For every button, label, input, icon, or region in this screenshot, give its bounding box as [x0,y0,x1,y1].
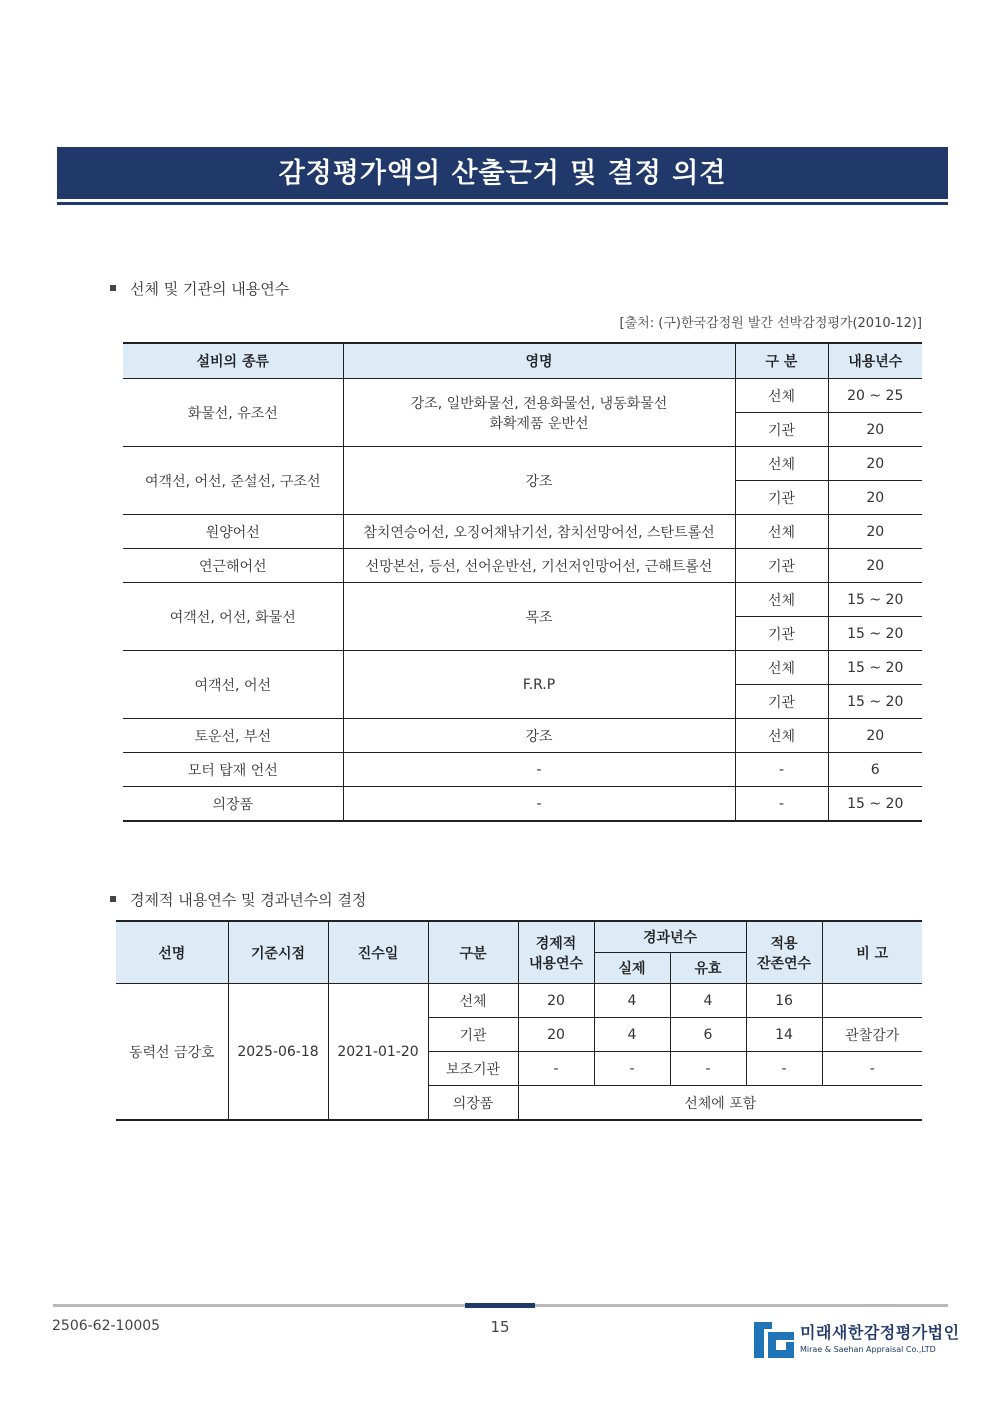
header-vessel: 선명 [116,921,228,984]
cell-div: 기관 [735,413,828,447]
cell-econ: 20 [518,984,594,1018]
company-logo-icon [752,1318,796,1362]
bullet-icon [110,896,116,902]
table-row [123,447,922,481]
cell-years: 20 [828,515,922,549]
cell-div: 선체 [735,447,828,481]
col-header: 설비의 종류 [123,343,343,379]
cell-type: 여객선, 어선, 준설선, 구조선 [123,447,343,515]
cell-years: 20 [828,481,922,515]
section2-heading [110,889,366,910]
table-row [116,984,922,1018]
bullet-icon [110,285,116,291]
header-note: 비 고 [822,921,922,984]
cell-type: 여객선, 어선 [123,651,343,719]
cell-econ: 20 [518,1018,594,1052]
cell-name-line: 화확제품 운반선 [489,415,589,432]
table-row [123,583,922,617]
col-header: 구 분 [735,343,828,379]
company-name-korean: 미래새한감정평가법인 [800,1323,960,1342]
company-name-english: Mirae & Saehan Appraisal Co.,LTD [800,1345,936,1354]
cell-type: 여객선, 어선, 화물선 [123,583,343,651]
cell-years: 20 [828,413,922,447]
cell-years: 20 [828,549,922,583]
cell-div: 기관 [735,549,828,583]
cell-div: 선체 [735,719,828,753]
company-name [800,1320,960,1354]
economic-life-table [116,920,922,1121]
cell-div: 기관 [735,617,828,651]
cell-note: 관찰감가 [822,1018,922,1052]
cell-category: 선체 [428,984,518,1018]
cell-type: 모터 탑재 언선 [123,753,343,787]
section1-heading [110,278,289,299]
cell-years: 15 ~ 20 [828,651,922,685]
cell-years: 20 [828,447,922,481]
header-actual: 실제 [594,953,670,984]
table-row [123,651,922,685]
cell-note: - [822,1052,922,1086]
cell-econ: - [518,1052,594,1086]
cell-div: - [735,787,828,822]
cell-actual: 4 [594,1018,670,1052]
cell-type: 토운선, 부선 [123,719,343,753]
cell-note [822,984,922,1018]
cell-vessel: 동력선 금강호 [116,984,228,1121]
cell-div: 선체 [735,515,828,549]
cell-type: 화물선, 유조선 [123,379,343,447]
cell-name-line: 강조, 일반화물선, 전용화물선, 냉동화물선 [410,395,668,412]
cell-div: 기관 [735,481,828,515]
header-line: 적용 [770,935,798,952]
cell-years: 15 ~ 20 [828,787,922,822]
cell-years: 15 ~ 20 [828,685,922,719]
table-row [123,549,922,583]
cell-merged-note: 선체에 포함 [518,1086,922,1121]
cell-name [343,379,735,447]
header-economic-life [518,921,594,984]
cell-years: 20 [828,719,922,753]
cell-name: 목조 [343,583,735,651]
table-header-row [123,343,922,379]
cell-div: 선체 [735,583,828,617]
header-line: 내용연수 [528,955,584,972]
cell-name: F.R.P [343,651,735,719]
cell-div: 기관 [735,685,828,719]
cell-remain: - [746,1052,822,1086]
cell-actual: 4 [594,984,670,1018]
cell-name: - [343,753,735,787]
footer-accent [465,1303,535,1308]
cell-base-date: 2025-06-18 [228,984,328,1121]
cell-name: 강조 [343,719,735,753]
page-number: 15 [490,1318,510,1336]
cell-effective: 6 [670,1018,746,1052]
table-row [123,515,922,549]
header-line: 잔존연수 [756,955,812,972]
cell-div: - [735,753,828,787]
document-code: 2506-62-10005 [52,1318,161,1334]
cell-name: - [343,787,735,822]
cell-div: 선체 [735,651,828,685]
cell-type: 연근해어선 [123,549,343,583]
section2-heading-text: 경제적 내용연수 및 경과년수의 결정 [130,891,367,909]
cell-actual: - [594,1052,670,1086]
cell-type: 원양어선 [123,515,343,549]
page-title-banner [57,147,948,199]
header-base-date: 기준시점 [228,921,328,984]
col-header: 내용년수 [828,343,922,379]
cell-name: 참치연승어선, 오징어채낚기선, 참치선망어선, 스탄트롤선 [343,515,735,549]
cell-category: 기관 [428,1018,518,1052]
header-effective: 유효 [670,953,746,984]
lifespan-table [123,342,922,822]
cell-remain: 16 [746,984,822,1018]
cell-div: 선체 [735,379,828,413]
cell-years: 6 [828,753,922,787]
page-title: 감정평가액의 산출근거 및 결정 의견 [278,158,727,189]
cell-category: 보조기관 [428,1052,518,1086]
cell-years: 15 ~ 20 [828,583,922,617]
header-line: 경제적 [535,935,577,952]
cell-launch-date: 2021-01-20 [328,984,428,1121]
section1-heading-text: 선체 및 기관의 내용연수 [130,280,290,298]
header-category: 구분 [428,921,518,984]
cell-category: 의장품 [428,1086,518,1121]
cell-name: 강조 [343,447,735,515]
cell-effective: - [670,1052,746,1086]
header-remaining [746,921,822,984]
cell-effective: 4 [670,984,746,1018]
cell-type: 의장품 [123,787,343,822]
table-row [123,787,922,822]
cell-years: 20 ~ 25 [828,379,922,413]
source-citation: [출처: (구)한국감정원 발간 선박감정평가(2010-12)] [619,316,922,331]
cell-name: 선망본선, 등선, 선어운반선, 기선저인망어선, 근해트롤선 [343,549,735,583]
col-header: 영명 [343,343,735,379]
cell-remain: 14 [746,1018,822,1052]
header-elapsed: 경과년수 [594,921,746,953]
title-underline [57,202,948,205]
table-header-row [116,921,922,953]
table-row [123,753,922,787]
header-launch-date: 진수일 [328,921,428,984]
table-row [123,719,922,753]
cell-years: 15 ~ 20 [828,617,922,651]
table-row [123,379,922,413]
